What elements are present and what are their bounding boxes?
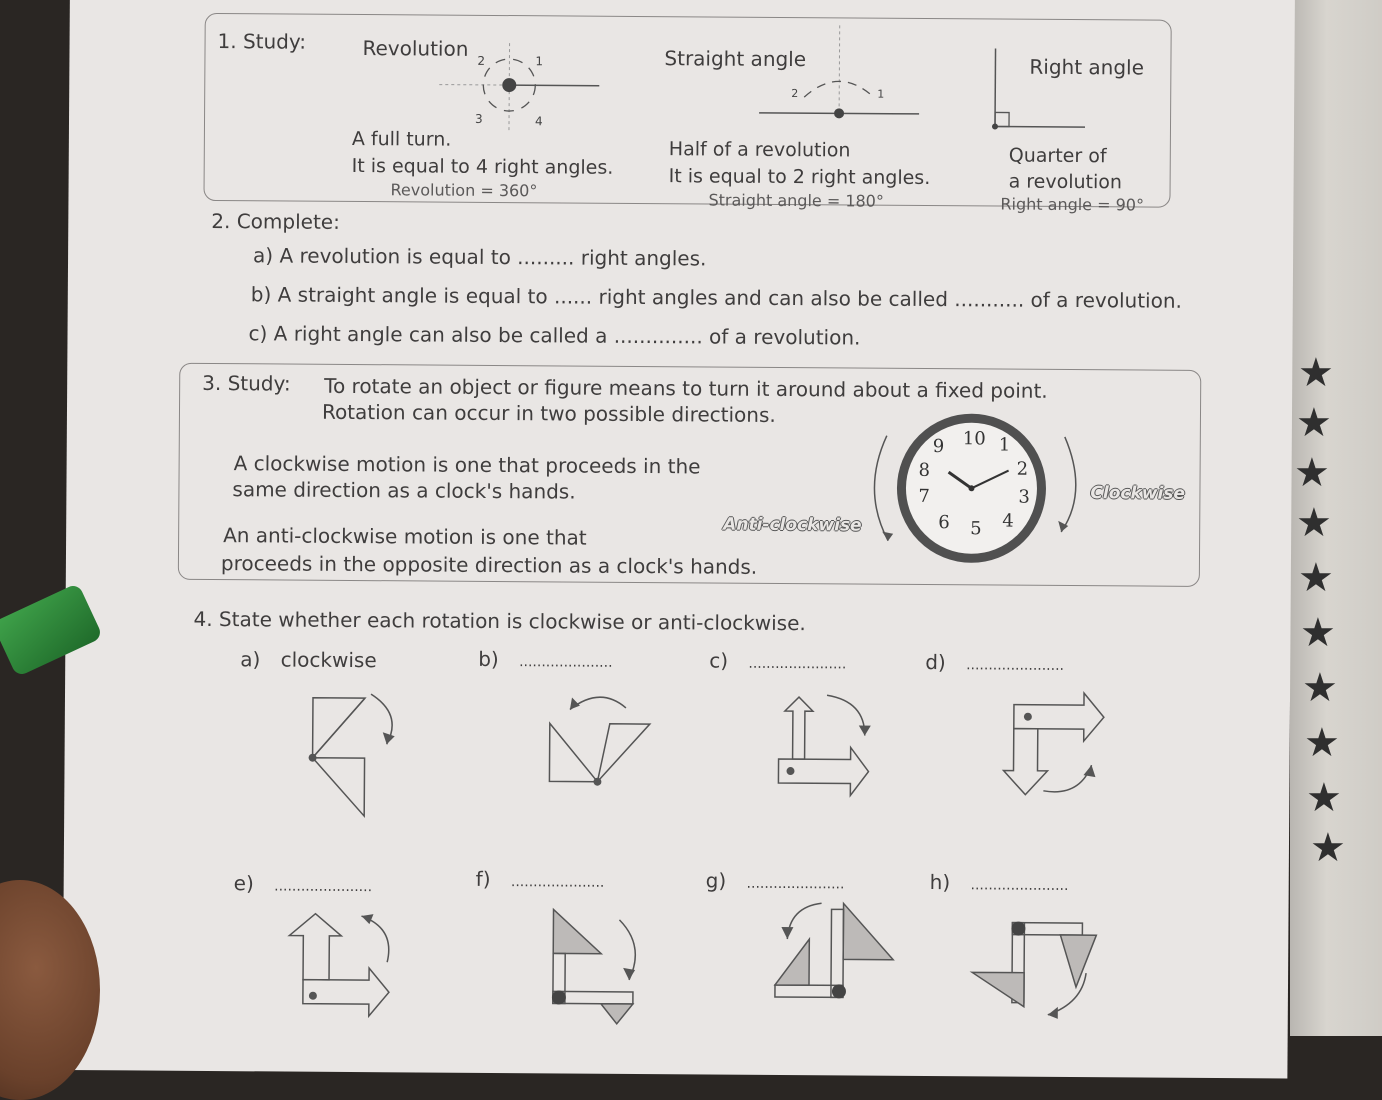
revolution-marker-1: 1: [535, 54, 543, 68]
exercise-h: [930, 870, 1069, 895]
exercise-letter: a): [240, 647, 260, 671]
star-icon: ★: [1306, 775, 1342, 821]
clock-number: 3: [1018, 487, 1030, 508]
exercise-letter: g): [706, 868, 727, 892]
revolution-formula: Revolution = 360°: [390, 180, 537, 200]
star-icon: ★: [1294, 450, 1330, 496]
anticlockwise-desc2: proceeds in the opposite direction as a clock's hands.: [221, 551, 757, 579]
exercise-g: [706, 868, 845, 893]
straight-marker-2: 2: [791, 87, 798, 100]
exercise-answer[interactable]: .....................: [511, 874, 605, 891]
star-icon: ★: [1304, 720, 1340, 766]
item-text: A revolution is equal to ......... right angles.: [279, 243, 706, 270]
exercise-answer[interactable]: ......................: [970, 877, 1068, 894]
exercise-letter: e): [234, 871, 254, 895]
item-letter: a): [253, 243, 273, 267]
exercise-e: [234, 871, 373, 896]
complete-item-c: [248, 321, 860, 349]
clock-number: 9: [933, 436, 945, 457]
clock-number: 1: [999, 434, 1011, 455]
right-desc1: Quarter of: [1009, 145, 1107, 168]
rotation-line1: To rotate an object or figure means to turn it around about a fixed point.: [324, 374, 1048, 403]
revolution-title: Revolution: [362, 36, 468, 61]
star-icon: ★: [1298, 555, 1334, 601]
clockwise-label: Clockwise: [1090, 483, 1185, 504]
exercise-answer[interactable]: ......................: [747, 876, 845, 893]
star-icon: ★: [1296, 400, 1332, 446]
exercise-answer[interactable]: ......................: [748, 656, 846, 673]
figure-d: [999, 687, 1130, 808]
star-icon: ★: [1298, 350, 1334, 396]
revolution-desc2: It is equal to 4 right angles.: [352, 155, 614, 179]
figure-c: [764, 691, 895, 812]
straight-marker-1: 1: [877, 88, 884, 101]
star-icon: ★: [1302, 665, 1338, 711]
exercise-d: [925, 650, 1064, 675]
exercise-letter: h): [930, 870, 951, 894]
right-desc2: a revolution: [1009, 171, 1123, 194]
anticlockwise-label: Anti-clockwise: [723, 515, 862, 536]
straight-angle-title: Straight angle: [664, 46, 806, 71]
figure-f: [541, 905, 672, 1016]
revolution-desc1: A full turn.: [352, 128, 452, 151]
exercise-letter: b): [478, 647, 499, 671]
worksheet-page: [62, 0, 1295, 1079]
star-icon: ★: [1296, 500, 1332, 546]
clock-number: 5: [970, 518, 982, 539]
exercise-c: [709, 648, 846, 673]
clock-number: 10: [963, 428, 986, 449]
section4-title: 4. State whether each rotation is clockwise or anti-clockwise.: [193, 607, 805, 635]
clock-diagram: [866, 416, 1087, 568]
section1-label: 1. Study:: [217, 29, 306, 54]
clock-number: 2: [1017, 459, 1029, 480]
straight-angle-diagram: [759, 25, 930, 126]
item-text: A right angle can also be called a .............. of a revolution.: [274, 321, 861, 349]
exercise-b: [478, 647, 612, 672]
exercise-letter: d): [925, 650, 946, 674]
complete-item-b: [251, 282, 1182, 312]
anticlockwise-desc1: An anti-clockwise motion is one that: [223, 523, 587, 550]
clock-number: 4: [1002, 511, 1014, 532]
clockwise-desc2: same direction as a clock's hands.: [232, 477, 575, 503]
section3-label: 3. Study:: [202, 371, 291, 396]
star-icon: ★: [1310, 825, 1346, 871]
exercise-a: [240, 647, 377, 672]
exercise-answer[interactable]: ......................: [966, 657, 1064, 674]
figure-g: [755, 899, 896, 1010]
straight-desc1: Half of a revolution: [669, 138, 851, 161]
exercise-answer[interactable]: .....................: [519, 654, 613, 671]
revolution-diagram: [439, 43, 610, 139]
figure-e: [285, 910, 416, 1021]
revolution-marker-3: 3: [475, 112, 483, 126]
clockwise-desc1: A clockwise motion is one that proceeds in the: [234, 451, 701, 478]
right-formula: Right angle = 90°: [1000, 195, 1144, 215]
revolution-marker-4: 4: [535, 114, 543, 128]
figure-a: [302, 688, 413, 829]
figure-h: [968, 916, 1109, 1027]
section2-title: 2. Complete:: [211, 209, 340, 234]
complete-item-a: [253, 243, 706, 270]
exercise-letter: f): [476, 867, 491, 891]
item-text: A straight angle is equal to ...... right angles and can also be called ........... of a revolution.: [278, 282, 1182, 312]
straight-formula: Straight angle = 180°: [708, 190, 884, 210]
clock-number: 6: [938, 512, 950, 533]
straight-desc2: It is equal to 2 right angles.: [669, 165, 931, 189]
right-angle-title: Right angle: [1029, 55, 1144, 80]
clock-number: 8: [919, 460, 931, 481]
item-letter: c): [248, 321, 267, 345]
exercise-letter: c): [709, 648, 728, 672]
revolution-marker-2: 2: [477, 54, 485, 68]
star-icon: ★: [1300, 610, 1336, 656]
item-letter: b): [251, 282, 272, 306]
clock-number: 7: [918, 486, 930, 507]
exercise-answer[interactable]: ......................: [274, 878, 372, 895]
binder-edge: [1290, 0, 1382, 1036]
exercise-answer[interactable]: clockwise: [281, 647, 377, 672]
figure-b: [539, 689, 660, 800]
rotation-line2: Rotation can occur in two possible directions.: [322, 400, 776, 427]
exercise-f: [476, 867, 605, 892]
